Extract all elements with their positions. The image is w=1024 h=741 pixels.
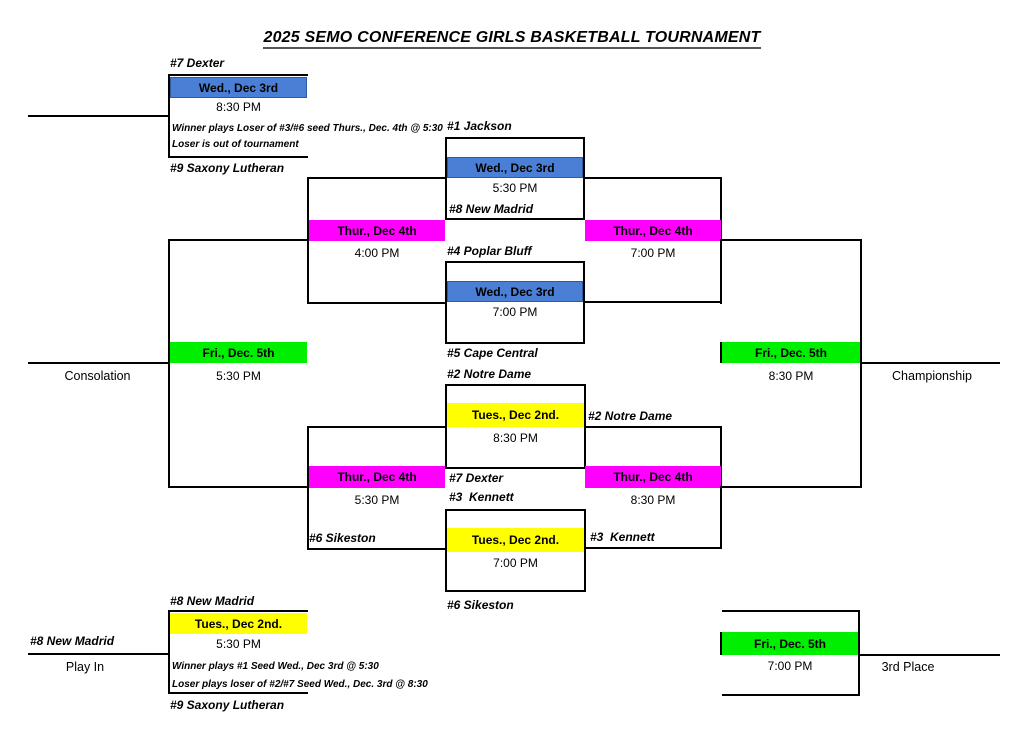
play-in-label: Play In xyxy=(65,660,105,674)
team-kennett-winner: #3 Kennett xyxy=(590,530,655,544)
game-time: 8:30 PM xyxy=(216,100,261,114)
bracket-line xyxy=(583,301,722,303)
team-newmadrid-playin: #8 New Madrid xyxy=(170,594,255,608)
game-time: 7:00 PM xyxy=(492,305,538,319)
bracket-line xyxy=(722,610,860,612)
game-time: 8:30 PM xyxy=(768,369,814,383)
game-time: 5:30 PM xyxy=(492,181,538,195)
loser-note: Loser is out of tournament xyxy=(172,139,299,150)
bracket-line xyxy=(168,692,308,694)
bracket-line xyxy=(168,74,308,76)
game-time: 5:30 PM xyxy=(216,369,261,383)
date-band-magenta: Thur., Dec 4th xyxy=(585,220,721,241)
winner-note: Winner plays Loser of #3/#6 seed Thurs., Dec. 4th @ 5:30 xyxy=(172,123,443,134)
championship-label: Championship xyxy=(892,369,972,383)
team-capecentral: #5 Cape Central xyxy=(447,346,538,360)
team-saxony-bottom: #9 Saxony Lutheran xyxy=(170,698,285,712)
date-band-magenta: Thur., Dec 4th xyxy=(309,466,445,488)
bracket-line xyxy=(583,177,722,179)
date-band-yellow: Tues., Dec 2nd. xyxy=(170,613,307,634)
team-sikeston-r1: #6 Sikeston xyxy=(447,598,514,612)
title-row xyxy=(0,29,1024,47)
team-dexter-r1: #7 Dexter xyxy=(449,471,504,485)
team-poplarbluff: #4 Poplar Bluff xyxy=(447,244,532,258)
date-band-blue: Wed., Dec 3rd xyxy=(170,77,307,98)
bracket-line xyxy=(858,610,860,696)
page-title: 2025 SEMO CONFERENCE GIRLS BASKETBALL TOURNAMENT xyxy=(263,29,760,49)
bracket-line xyxy=(28,653,170,655)
date-band-blue: Wed., Dec 3rd xyxy=(447,157,583,178)
game-time: 8:30 PM xyxy=(493,431,538,445)
winner-note: Winner plays #1 Seed Wed., Dec 3rd @ 5:30 xyxy=(172,661,379,672)
game-time: 4:00 PM xyxy=(354,246,400,260)
date-band-magenta: Thur., Dec 4th xyxy=(309,220,445,241)
bracket-line xyxy=(307,302,447,304)
consolation-label: Consolation xyxy=(64,369,131,383)
third-place-label: 3rd Place xyxy=(881,660,935,674)
game-box-poplar xyxy=(445,261,585,344)
team-notredame: #2 Notre Dame xyxy=(447,367,532,381)
team-notredame-winner: #2 Notre Dame xyxy=(588,409,673,423)
bracket-line xyxy=(307,177,447,179)
date-band-yellow: Tues., Dec 2nd. xyxy=(447,403,584,427)
date-band-yellow: Tues., Dec 2nd. xyxy=(447,528,584,552)
bracket-line xyxy=(168,239,309,241)
bracket-line xyxy=(584,547,722,549)
date-band-green: Fri., Dec. 5th xyxy=(170,342,307,363)
bracket-line xyxy=(307,426,447,428)
loser-note: Loser plays loser of #2/#7 Seed Wed., Dec. 3rd @ 8:30 xyxy=(172,679,428,690)
game-time: 5:30 PM xyxy=(216,637,261,651)
date-band-blue: Wed., Dec 3rd xyxy=(447,281,583,302)
team-newmadrid-winner: #8 New Madrid xyxy=(30,634,115,648)
game-time: 5:30 PM xyxy=(354,493,400,507)
bracket-line xyxy=(722,694,860,696)
bracket-line xyxy=(860,362,1000,364)
team-sikeston-loser: #6 Sikeston xyxy=(309,531,376,545)
bracket-line xyxy=(307,548,447,550)
game-time: 7:00 PM xyxy=(630,246,676,260)
team-dexter-top: #7 Dexter xyxy=(170,56,225,70)
bracket-line xyxy=(720,239,862,241)
team-saxony-top: #9 Saxony Lutheran xyxy=(170,161,285,175)
date-band-green: Fri., Dec. 5th xyxy=(722,632,858,655)
bracket-line xyxy=(720,486,862,488)
bracket-line xyxy=(584,426,722,428)
bracket-line xyxy=(28,115,168,117)
date-band-magenta: Thur., Dec 4th xyxy=(585,466,721,488)
bracket-line xyxy=(168,486,309,488)
game-time: 8:30 PM xyxy=(630,493,676,507)
bracket-line xyxy=(858,654,1000,656)
bracket-line xyxy=(168,610,308,612)
game-time: 7:00 PM xyxy=(493,556,538,570)
bracket-line xyxy=(28,362,170,364)
game-time: 7:00 PM xyxy=(767,659,813,673)
date-band-green: Fri., Dec. 5th xyxy=(722,342,860,363)
bracket-line xyxy=(168,156,308,158)
team-kennett: #3 Kennett xyxy=(449,490,514,504)
team-jackson: #1 Jackson xyxy=(447,119,512,133)
team-newmadrid-r1: #8 New Madrid xyxy=(449,202,534,216)
